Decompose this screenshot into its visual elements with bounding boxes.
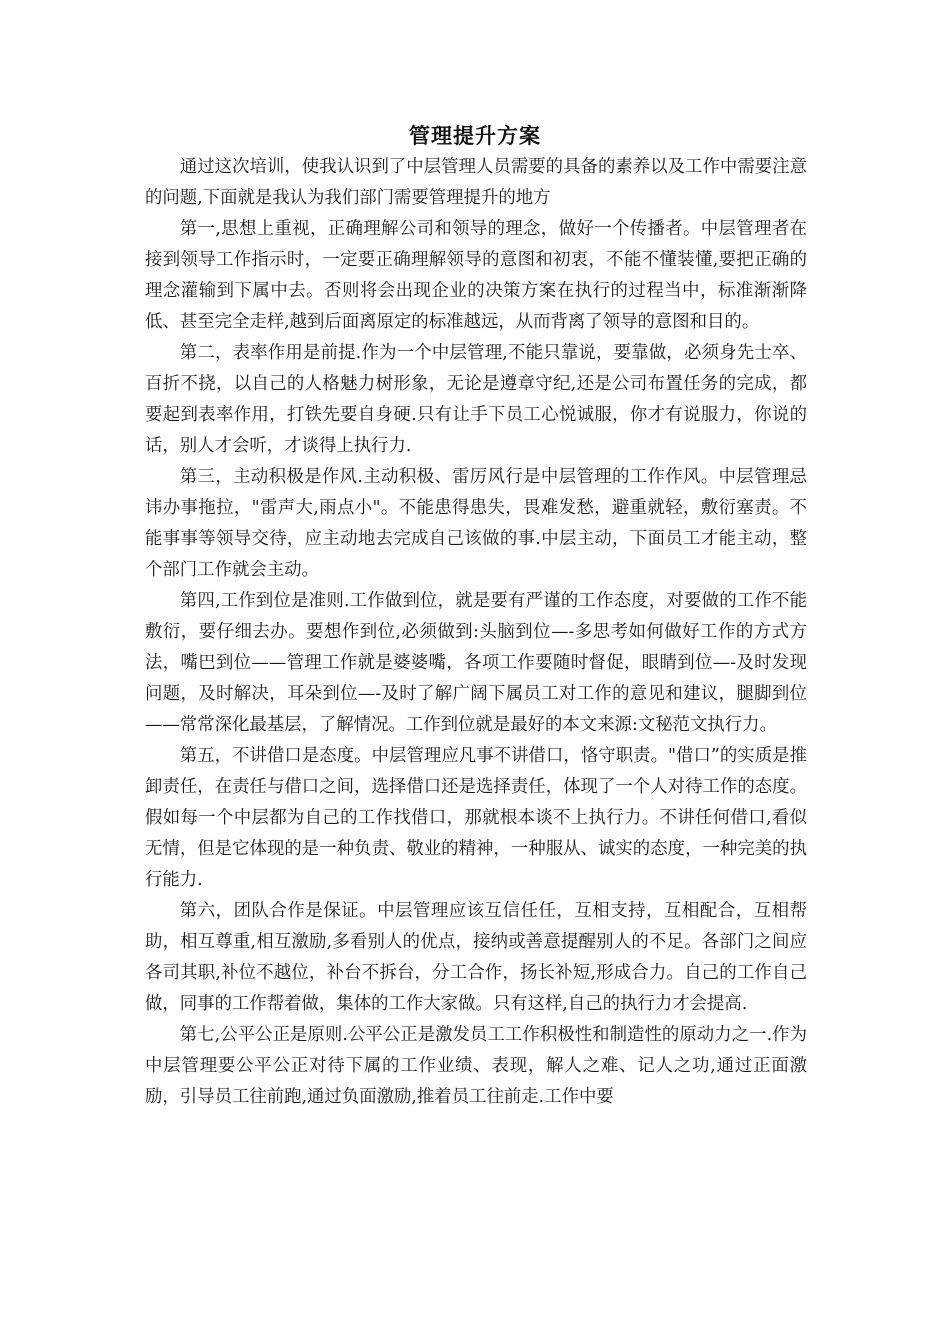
- document-body: [145, 152, 807, 1113]
- document-title: 管理提升方案: [409, 123, 541, 148]
- paragraph-third: 第三，主动积极是作风.主动积极、雷厉风行是中层管理的工作作风。中层管理忌讳办事拖拉，"雷声大,雨点小"。不能患得患失，畏难发愁，避重就轻，敷衍塞责。不能事事等领导交待，应主动地去完成自己该做的事.中层主动，下面员工才能主动，整个部门工作就会主动。: [145, 467, 807, 580]
- paragraph-sixth: 第六，团队合作是保证。中层管理应该互信任任，互相支持，互相配合，互相帮助，相互尊重,相互激励,多看别人的优点，接纳或善意提醒别人的不足。各部门之间应各司其职,补位不越位，补台不拆台，分工合作，扬长补短,形成合力。自己的工作自己做，同事的工作帮着做，集体的工作大家做。只有这样,自己的执行力才会提高.: [145, 901, 807, 1014]
- paragraph-fourth: 第四,工作到位是准则.工作做到位，就是要有严谨的工作态度，对要做的工作不能敷衍，要仔细去办。要想作到位,必须做到:头脑到位—-多思考如何做好工作的方式方法，嘴巴到位——管理工作就是婆婆嘴，各项工作要随时督促，眼睛到位—-及时发现问题，及时解决，耳朵到位—-及时了解广阔下属员工对工作的意见和建议，腿脚到位——常常深化最基层，了解情况。工作到位就是最好的本文来源:文秘范文执行力。: [145, 591, 807, 735]
- paragraph-seventh: 第七,公平公正是原则.公平公正是激发员工工作积极性和制造性的原动力之一.作为中层管理要公平公正对待下属的工作业绩、表现，解人之难、记人之功,通过正面激励，引导员工往前跑,通过负面激励,推着员工往前走.工作中要: [145, 1025, 807, 1107]
- paragraph-first: 第一,思想上重视，正确理解公司和领导的理念，做好一个传播者。中层管理者在接到领导工作指示时，一定要正确理解领导的意图和初衷，不能不懂装懂,要把正确的理念灌输到下属中去。否则将会出现企业的决策方案在执行的过程当中，标准渐渐降低、甚至完全走样,越到后面离原定的标准越远，从而背离了领导的意图和目的。: [145, 219, 807, 332]
- paragraph-second: 第二，表率作用是前提.作为一个中层管理,不能只靠说，要靠做，必须身先士卒、百折不挠，以自己的人格魅力树形象，无论是遵章守纪,还是公司布置任务的完成，都要起到表率作用，打铁先要自身硬.只有让手下员工心悦诚服，你才有说服力，你说的话，别人才会听，才谈得上执行力.: [145, 343, 807, 456]
- paragraph-intro: 通过这次培训，使我认识到了中层管理人员需要的具备的素养以及工作中需要注意的问题,下面就是我认为我们部门需要管理提升的地方: [145, 157, 807, 208]
- paragraph-fifth: 第五，不讲借口是态度。中层管理应凡事不讲借口，恪守职责。"借口”的实质是推卸责任，在责任与借口之间，选择借口还是选择责任，体现了一个人对待工作的态度。假如每一个中层都为自己的工作找借口，那就根本谈不上执行力。不讲任何借口,看似无情，但是它体现的是一种负责、敬业的精神，一种服从、诚实的态度，一种完美的执行能力.: [145, 746, 807, 890]
